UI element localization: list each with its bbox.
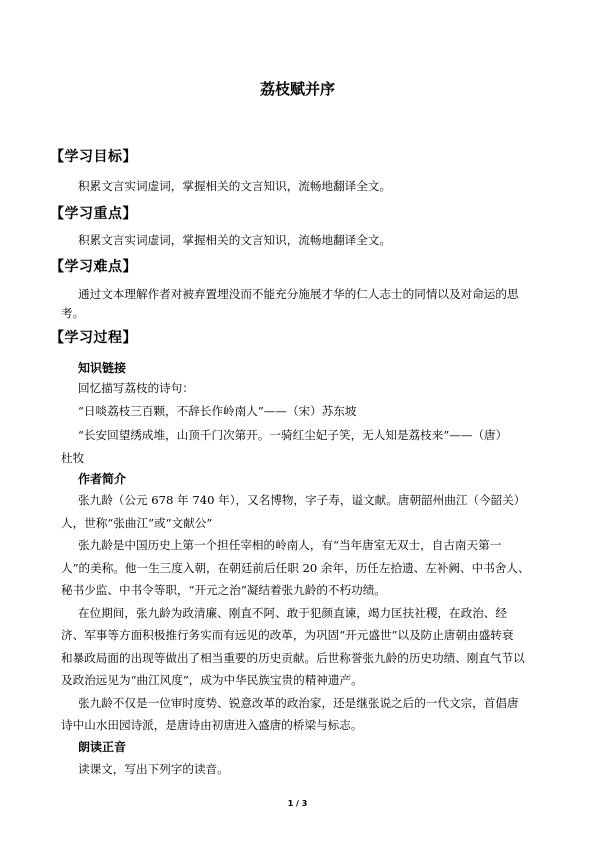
author-line: 人”的美称。他一生三度入朝，在朝廷前后任职 20 余年，历任左拾遗、左补阙、中书舍人、	[61, 561, 530, 575]
knowledge-line: “长安回望绣成堆，山顶千门次第开。一骑红尘妃子笑，无人知是荔枝来”——（唐）	[78, 428, 508, 442]
knowledge-line: 回忆描写荔枝的诗句：	[78, 381, 194, 395]
page-title: 荔枝赋并序	[259, 80, 335, 98]
author-line: 张九龄（公元 678 年 740 年），又名博物，字子寿，谥文献。唐朝韶州曲江（今韶关）	[78, 493, 526, 507]
author-line: 人，世称“张曲江”或“文献公”	[61, 516, 213, 530]
page-number: 1 / 3	[287, 799, 308, 808]
goal-text: 积累文言实词虚词，掌握相关的文言知识，流畅地翻译全文。	[78, 179, 392, 193]
section-heading-difficulty: 【学习难点】	[50, 259, 137, 275]
author-line: 张九龄不仅是一位审时度势、锐意改革的政治家，还是继张说之后的一代文宗，首倡唐	[78, 696, 519, 710]
subheading-author: 作者简介	[78, 472, 127, 486]
difficulty-line: 考。	[61, 306, 85, 320]
author-line: 及政治远见为“曲江风度”，成为中华民族宝贵的精神遗产。	[61, 673, 363, 687]
subheading-reading: 朗读正音	[78, 740, 127, 754]
author-line: 张九龄是中国历史上第一个担任宰相的岭南人，有“当年唐室无双士，自古南天第一	[78, 538, 502, 552]
knowledge-line: “日啖荔枝三百颗，不辞长作岭南人”——（宋）苏东坡	[78, 404, 357, 418]
author-line: 济、军事等方面积极推行务实而有远见的改革，为巩固“开元盛世”以及防止唐朝由盛转衰	[61, 628, 514, 642]
author-line: 秘书少监、中书令等职，“开元之治”凝结着张九龄的不朽功绩。	[61, 583, 386, 597]
key-text: 积累文言实词虚词，掌握相关的文言知识，流畅地翻译全文。	[78, 233, 392, 247]
subheading-knowledge: 知识链接	[78, 361, 127, 375]
author-line: 和暴政局面的出现等做出了相当重要的历史贡献。后世称誉张九龄的历史功绩、刚直气节以	[61, 651, 525, 665]
section-heading-process: 【学习过程】	[50, 330, 137, 346]
difficulty-line: 通过文本理解作者对被弃置埋没而不能充分施展才华的仁人志士的同情以及对命运的思	[78, 287, 519, 301]
reading-line: 读课文，写出下列字的读音。	[78, 762, 229, 776]
author-line: 在位期间，张九龄为政清廉、刚直不阿、敢于犯颜直谏，竭力匡扶社稷，在政治、经	[78, 606, 507, 620]
section-heading-key: 【学习重点】	[50, 206, 137, 222]
section-heading-goal: 【学习目标】	[50, 149, 137, 165]
author-line: 诗中山水田园诗派，是唐诗由初唐进入盛唐的桥梁与标志。	[61, 718, 363, 732]
knowledge-line: 杜牧	[61, 451, 85, 465]
